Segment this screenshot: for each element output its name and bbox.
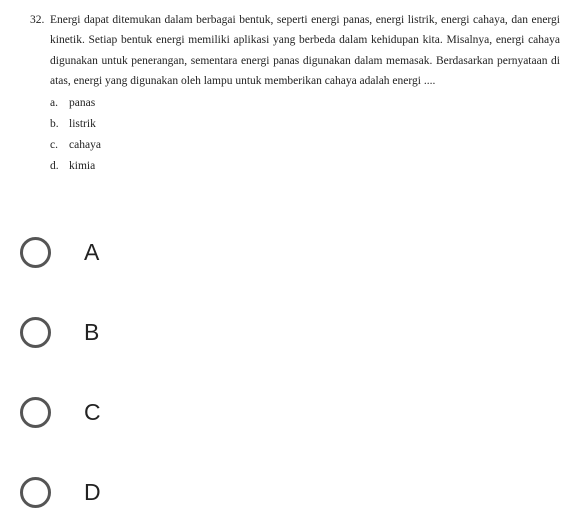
- option-letter: a.: [50, 96, 58, 109]
- radio-button-icon[interactable]: [20, 237, 51, 268]
- answer-choice-d[interactable]: [20, 470, 160, 514]
- answer-choice-c[interactable]: [20, 390, 160, 434]
- answer-label: A: [84, 238, 100, 265]
- option-letter: b.: [50, 117, 59, 130]
- answer-label: B: [84, 318, 100, 345]
- question-number: 32.: [30, 14, 45, 26]
- option-text: kimia: [69, 160, 96, 173]
- option-letter: c.: [50, 139, 58, 151]
- question-text: Energi dapat ditemukan dalam berbagai bentuk, seperti energi panas, energi listrik, energi cahaya, dan energi kinetik. Setiap bentuk energi memiliki aplikasi yang berbeda dalam kehidupan kita. Misalnya, energi cahaya digunakan untuk penerangan, sementara energi panas digunakan dalam memasak. Berdasarkan pernyataan di atas, energi yang digunakan oleh lampu untuk memberikan cahaya adalah energi ....: [50, 14, 560, 88]
- option-text: cahaya: [69, 139, 101, 151]
- radio-button-icon[interactable]: [20, 477, 51, 508]
- option-text: panas: [69, 96, 96, 109]
- answer-label: D: [84, 478, 101, 505]
- option-letter: d.: [50, 160, 59, 173]
- answer-choice-a[interactable]: [20, 230, 160, 274]
- answer-choice-b[interactable]: [20, 310, 160, 354]
- answer-label: C: [84, 398, 101, 425]
- option-text: listrik: [69, 117, 96, 130]
- radio-button-icon[interactable]: [20, 317, 51, 348]
- radio-button-icon[interactable]: [20, 397, 51, 428]
